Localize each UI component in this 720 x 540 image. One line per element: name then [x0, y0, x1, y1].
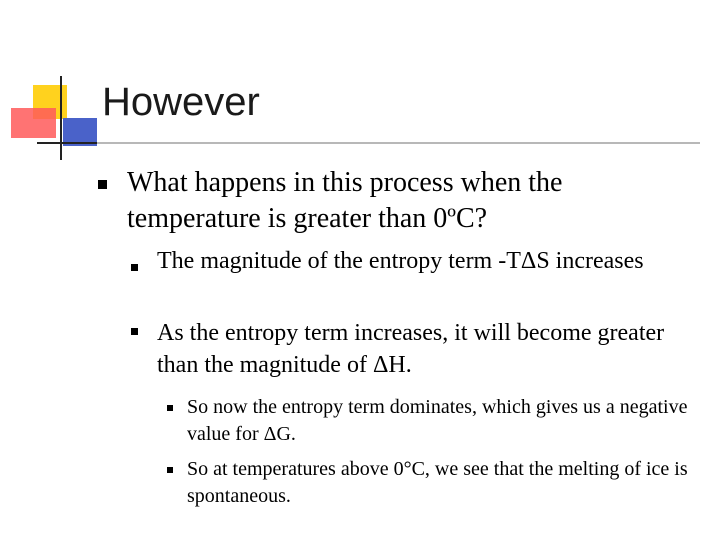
decor-horizontal-line: [37, 142, 97, 144]
title-underline: [97, 142, 700, 144]
bullet-square-icon: [131, 264, 138, 271]
bullet-square-icon: [167, 467, 173, 473]
slide-title: However: [102, 80, 260, 124]
bullet-text: The magnitude of the entropy term -TΔS increases: [157, 248, 644, 274]
bullet-square-icon: [167, 405, 173, 411]
bullet-text: So at temperatures above 0°C, we see that the melting of ice is spontaneous.: [187, 458, 688, 507]
bullet-text: As the entropy term increases, it will become greater than the magnitude of ΔH.: [157, 320, 665, 378]
bullet-text: What happens in this process when the temperature is greater than 0ºC?: [127, 167, 563, 234]
decor-vertical-line: [60, 76, 62, 160]
bullet-text: So now the entropy term dominates, which gives us a negative value for ΔG.: [187, 396, 688, 445]
bullet-square-icon: [98, 180, 107, 189]
decor-red-square: [11, 108, 56, 138]
bullet-square-icon: [131, 328, 138, 335]
